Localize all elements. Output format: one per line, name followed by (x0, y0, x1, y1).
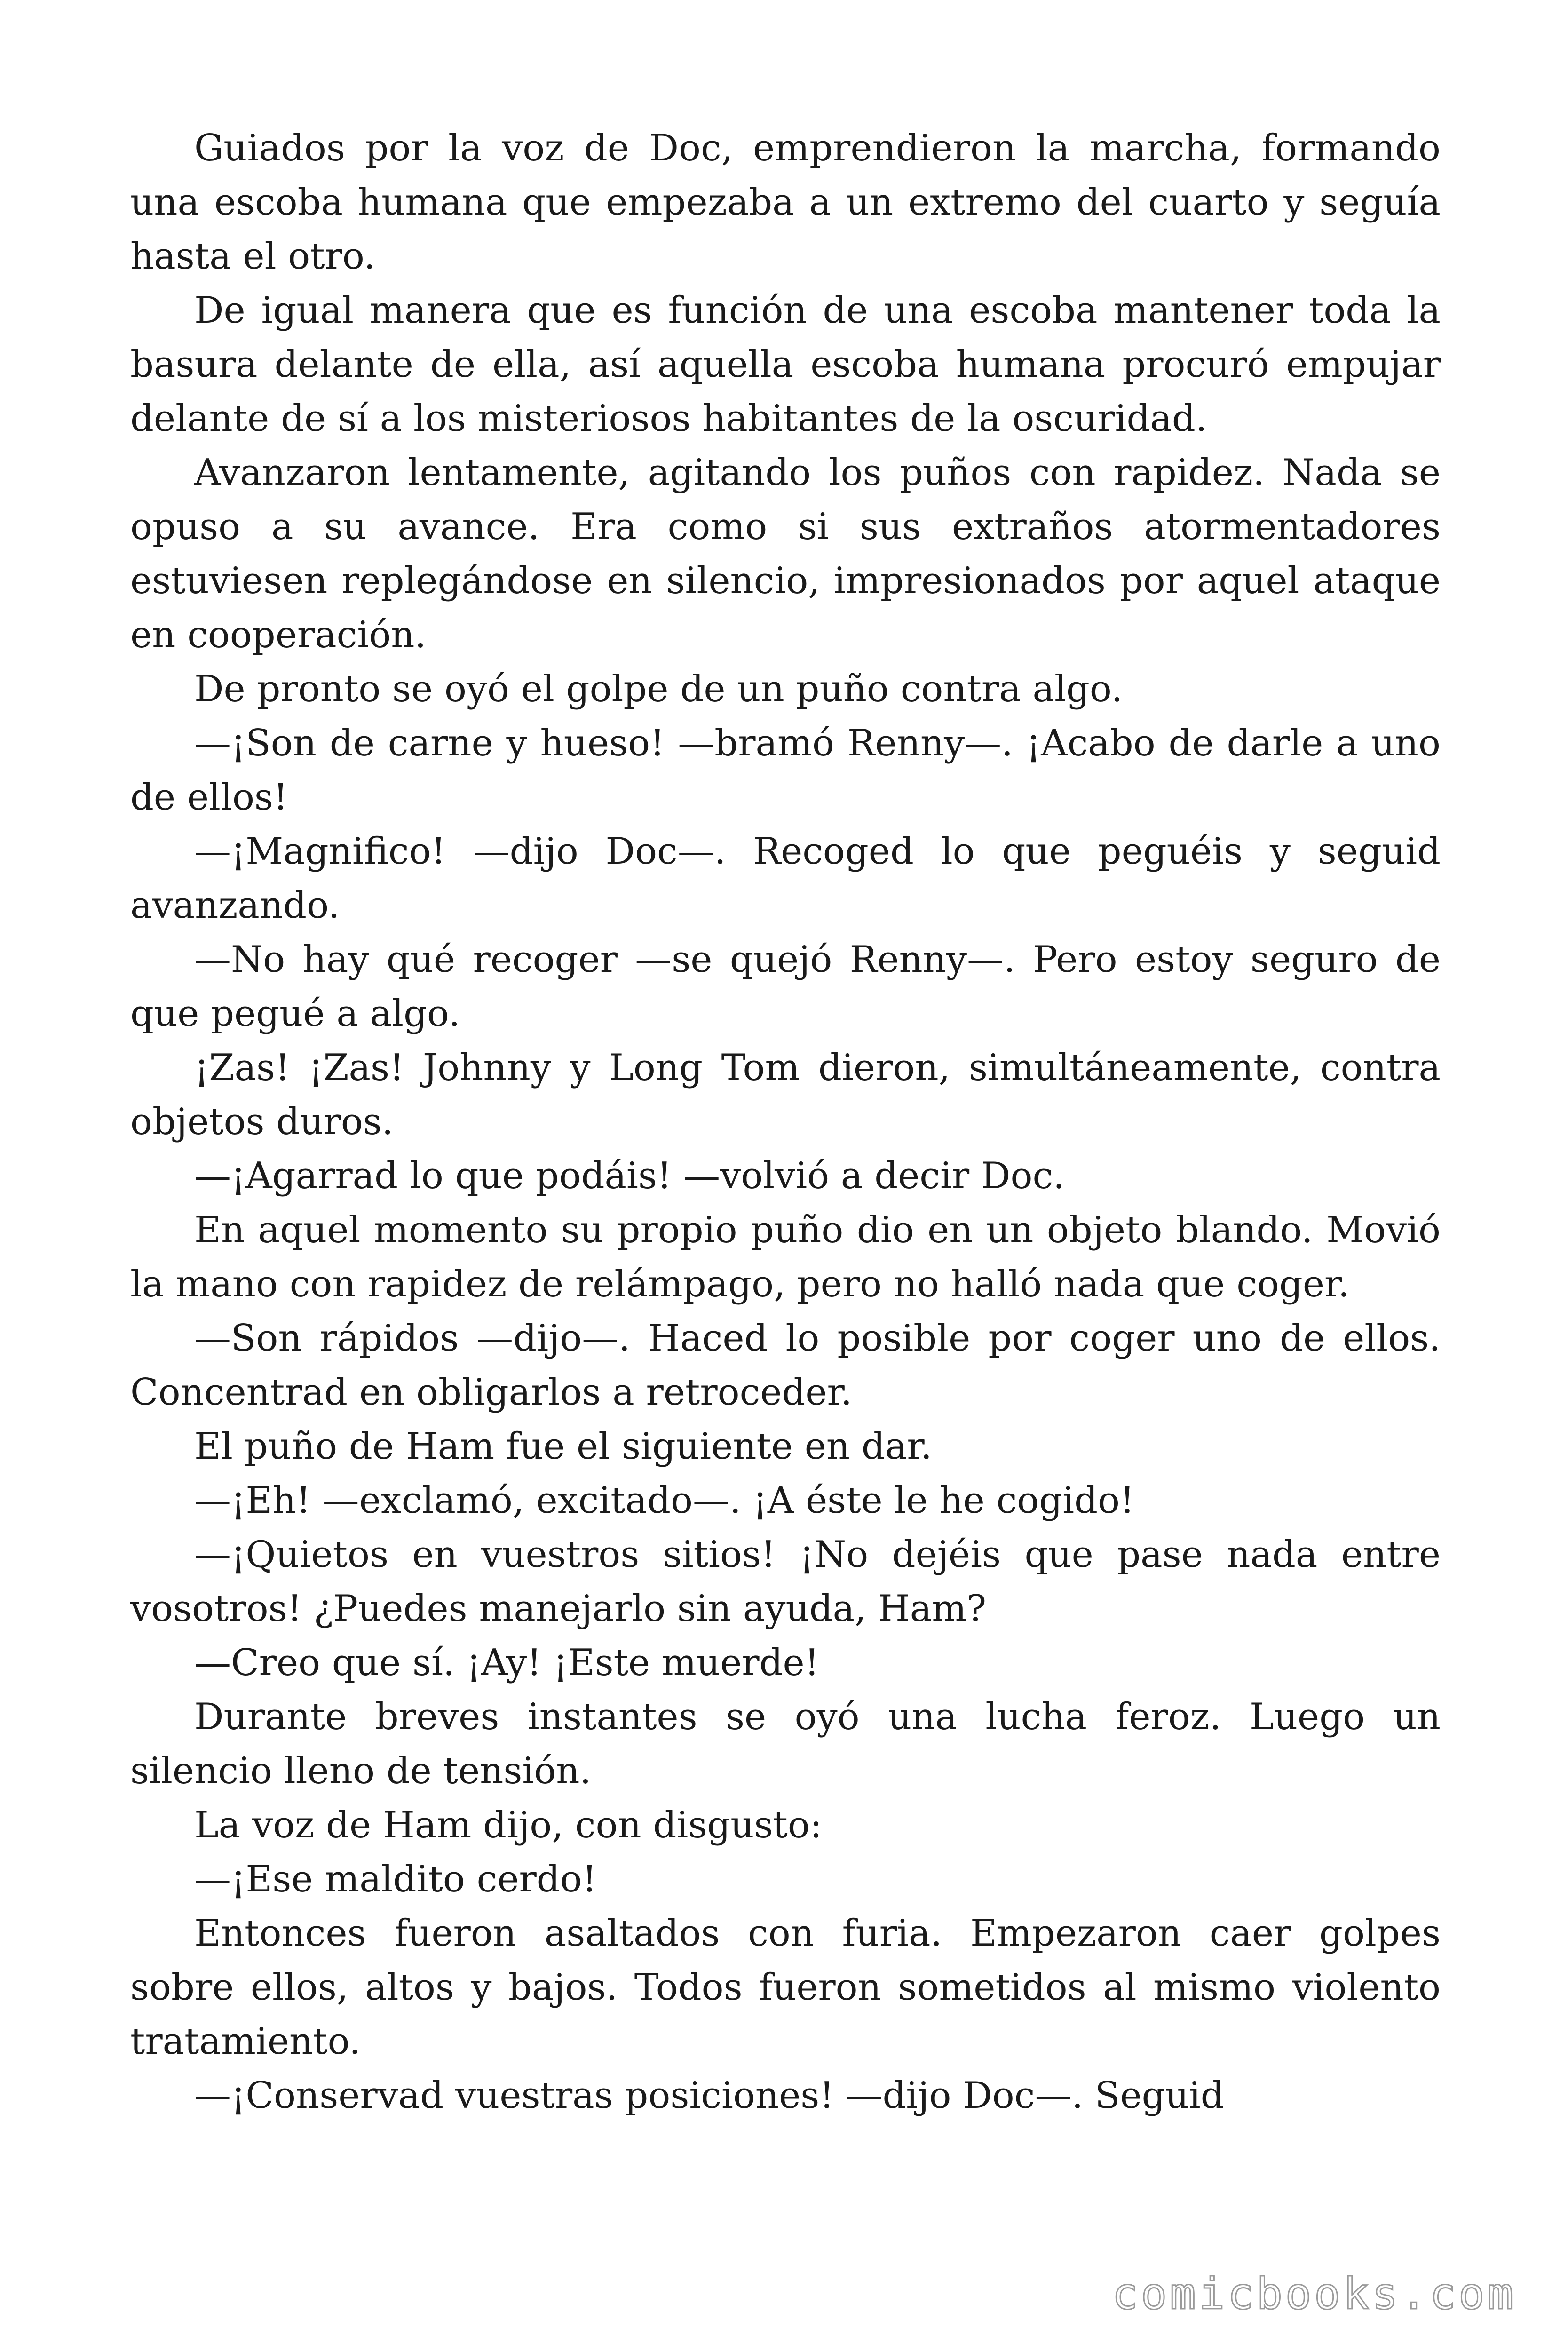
paragraph: —Creo que sí. ¡Ay! ¡Este muerde! (194, 1642, 819, 1684)
paragraph: Avanzaron lentamente, agitando los puños con rapidez. Nada se opuso a su avance. Era como si sus extraños atormentadores estuviesen replegándose en silencio, impresionados por aquel ataque en cooperación. (130, 452, 1441, 656)
paragraph: Entonces fueron asaltados con furia. Empezaron caer golpes sobre ellos, altos y bajos. Todos fueron sometidos al mismo violento tratamiento. (130, 1912, 1441, 2063)
paragraph: —¡Agarrad lo que podáis! —volvió a decir Doc. (194, 1155, 1065, 1197)
paragraph: —¡Conservad vuestras posiciones! —dijo Doc—. Seguid (194, 2074, 1224, 2117)
paragraph: —Son rápidos —dijo—. Haced lo posible por coger uno de ellos. Concentrad en obligarlos a retroceder. (130, 1317, 1441, 1414)
paragraph: De pronto se oyó el golpe de un puño contra algo. (194, 668, 1123, 710)
paragraph: —¡Son de carne y hueso! —bramó Renny—. ¡Acabo de darle a uno de ellos! (130, 722, 1441, 818)
paragraph: —¡Magnifico! —dijo Doc—. Recoged lo que peguéis y seguid avanzando. (130, 830, 1441, 927)
watermark: comicbooks.com (1112, 2269, 1516, 2319)
body-text (130, 121, 1441, 2123)
paragraph: —¡Quietos en vuestros sitios! ¡No dejéis que pase nada entre vosotros! ¿Puedes manejarlo sin ayuda, Ham? (130, 1534, 1441, 1630)
paragraph: —¡Ese maldito cerdo! (194, 1858, 597, 1900)
paragraph: De igual manera que es función de una escoba mantener toda la basura delante de ella, así aquella escoba humana procuró empujar delante de sí a los misteriosos habitantes de la oscuridad. (130, 289, 1441, 440)
paragraph: El puño de Ham fue el siguiente en dar. (194, 1425, 932, 1468)
paragraph: ¡Zas! ¡Zas! Johnny y Long Tom dieron, simultáneamente, contra objetos duros. (130, 1047, 1441, 1143)
paragraph: Guiados por la voz de Doc, emprendieron la marcha, formando una escoba humana que empezaba a un extremo del cuarto y seguía hasta el otro. (130, 127, 1441, 278)
paragraph: Durante breves instantes se oyó una lucha feroz. Luego un silencio lleno de tensión. (130, 1696, 1441, 1792)
paragraph: —¡Eh! —exclamó, excitado—. ¡A éste le he cogido! (194, 1479, 1135, 1522)
paragraph: En aquel momento su propio puño dio en un objeto blando. Movió la mano con rapidez de relámpago, pero no halló nada que coger. (130, 1209, 1441, 1305)
paragraph: La voz de Ham dijo, con disgusto: (194, 1804, 823, 1846)
paragraph: —No hay qué recoger —se quejó Renny—. Pero estoy seguro de que pegué a algo. (130, 938, 1441, 1035)
